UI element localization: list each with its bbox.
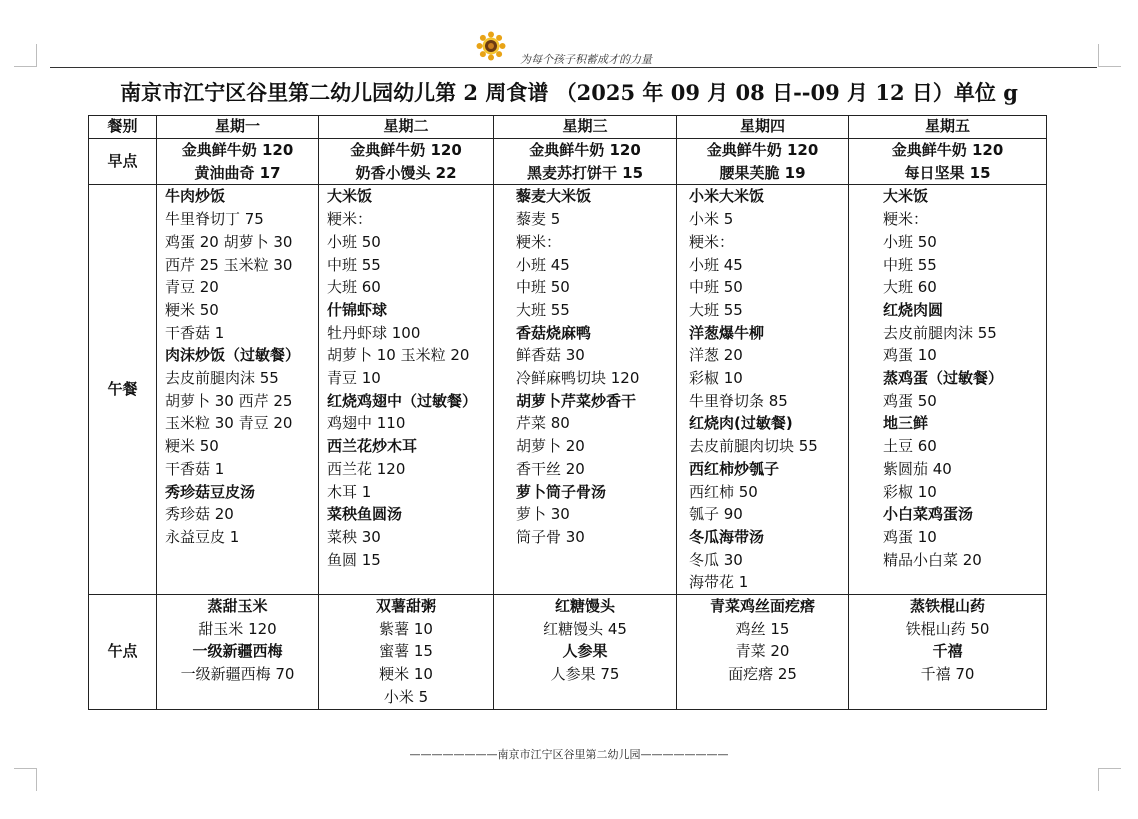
menu-cell-monday bbox=[157, 185, 319, 595]
ingredient-line: 玉米粒 30 青豆 20 bbox=[165, 414, 293, 433]
ingredient-line: 鸡蛋 10 bbox=[883, 527, 937, 546]
ingredient-line: 冷鲜麻鸭切块 120 bbox=[516, 369, 640, 388]
dish-name: 双薯甜粥 bbox=[375, 597, 436, 616]
dish-name: 藜麦大米饭 bbox=[516, 187, 592, 206]
ingredient-line: 鸡丝 15 bbox=[735, 619, 790, 638]
ingredient-line: 中班 55 bbox=[327, 255, 381, 274]
menu-cell-friday bbox=[849, 595, 1047, 710]
ingredient-line: 青豆 10 bbox=[327, 369, 381, 388]
ingredient-line: 小班 45 bbox=[689, 255, 743, 274]
dish-name: 青菜鸡丝面疙瘩 bbox=[709, 597, 815, 616]
ingredient-line: 小班 45 bbox=[516, 255, 570, 274]
ingredient-line: 大班 60 bbox=[327, 278, 381, 297]
dish-name: 一级新疆西梅 bbox=[192, 642, 283, 661]
ingredient-line: 大班 60 bbox=[883, 278, 937, 297]
dish-name: 金典鲜牛奶 120 bbox=[350, 141, 462, 159]
crop-mark-bottom-right bbox=[1098, 768, 1121, 791]
dish-name: 蒸甜玉米 bbox=[207, 597, 268, 616]
menu-cell-friday bbox=[849, 139, 1047, 185]
ingredient-line: 胡萝卜 10 玉米粒 20 bbox=[327, 346, 470, 365]
ingredient-line: 冬瓜 30 bbox=[689, 550, 743, 569]
sunflower-emblem-icon bbox=[476, 31, 506, 61]
dish-name: 红烧肉(过敏餐) bbox=[689, 414, 793, 433]
ingredient-line: 紫圆茄 40 bbox=[883, 459, 952, 478]
ingredient-line: 永益豆皮 1 bbox=[165, 527, 240, 546]
ingredient-line: 鸡蛋 10 bbox=[883, 346, 937, 365]
ingredient-line: 萝卜 30 bbox=[516, 505, 570, 524]
ingredient-line: 鸡蛋 50 bbox=[883, 391, 937, 410]
afternoon-snack-row bbox=[89, 595, 1047, 710]
ingredient-line: 小班 50 bbox=[883, 232, 937, 251]
dish-name: 胡萝卜芹菜炒香干 bbox=[516, 391, 637, 410]
dish-name: 菜秧鱼圆汤 bbox=[327, 505, 403, 524]
dish-name: 人参果 bbox=[562, 642, 608, 661]
dish-name: 金典鲜牛奶 120 bbox=[706, 141, 819, 159]
ingredient-line: 粳米： bbox=[327, 210, 373, 229]
dish-name: 大米饭 bbox=[327, 187, 373, 206]
ingredient-line: 西红柿 50 bbox=[689, 482, 758, 501]
dish-name: 西红柿炒瓠子 bbox=[689, 459, 780, 478]
header-thursday: 星期四 bbox=[677, 116, 849, 139]
ingredient-line: 牛里脊切条 85 bbox=[689, 391, 788, 410]
ingredient-line: 鸡蛋 20 胡萝卜 30 bbox=[165, 232, 293, 251]
ingredient-line: 青菜 20 bbox=[735, 642, 790, 661]
ingredient-line: 粳米 50 bbox=[165, 437, 219, 456]
menu-cell-wednesday bbox=[494, 139, 677, 185]
header-meal: 餐别 bbox=[89, 116, 157, 139]
dish-name: 每日坚果 15 bbox=[904, 163, 991, 182]
dish-name: 小白菜鸡蛋汤 bbox=[883, 505, 974, 524]
ingredient-line: 去皮前腿肉切块 55 bbox=[689, 437, 818, 456]
ingredient-line: 小班 50 bbox=[327, 232, 381, 251]
ingredient-line: 胡萝卜 30 西芹 25 bbox=[165, 391, 293, 410]
ingredient-line: 彩椒 10 bbox=[883, 482, 937, 501]
dish-name: 萝卜筒子骨汤 bbox=[516, 482, 607, 501]
dish-name: 红糖馒头 bbox=[554, 597, 615, 616]
table-header-row bbox=[89, 116, 1047, 139]
ingredient-line: 土豆 60 bbox=[883, 437, 937, 456]
menu-cell-monday bbox=[157, 139, 319, 185]
dish-name: 黄油曲奇 17 bbox=[194, 163, 281, 182]
ingredient-line: 大班 55 bbox=[689, 300, 743, 319]
menu-cell-tuesday bbox=[319, 139, 494, 185]
ingredient-line: 大班 55 bbox=[516, 300, 570, 319]
menu-cell-thursday bbox=[677, 139, 849, 185]
crop-mark-bottom-left bbox=[14, 768, 37, 791]
ingredient-line: 木耳 1 bbox=[327, 482, 372, 501]
ingredient-line: 小米 5 bbox=[689, 210, 734, 229]
menu-cell-wednesday bbox=[494, 185, 677, 595]
dish-name: 香菇烧麻鸭 bbox=[516, 323, 592, 342]
ingredient-line: 藜麦 5 bbox=[516, 210, 561, 229]
dish-name: 腰果芙脆 19 bbox=[719, 163, 806, 182]
dish-name: 红烧鸡翅中（过敏餐） bbox=[327, 391, 478, 410]
ingredient-line: 青豆 20 bbox=[165, 278, 219, 297]
breakfast-row bbox=[89, 139, 1047, 185]
ingredient-line: 粳米： bbox=[689, 232, 735, 251]
page-footer: ————————南京市江宁区谷里第二幼儿园———————— bbox=[409, 748, 729, 761]
dish-name: 蒸铁棍山药 bbox=[909, 597, 985, 616]
ingredient-line: 铁棍山药 50 bbox=[905, 619, 990, 638]
ingredient-line: 牛里脊切丁 75 bbox=[165, 210, 264, 229]
ingredient-line: 面疙瘩 25 bbox=[728, 665, 797, 684]
ingredient-line: 洋葱 20 bbox=[689, 346, 743, 365]
dish-name: 西兰花炒木耳 bbox=[327, 437, 418, 456]
ingredient-line: 干香菇 1 bbox=[165, 459, 225, 478]
dish-name: 小米大米饭 bbox=[689, 187, 765, 206]
ingredient-line: 中班 55 bbox=[883, 255, 937, 274]
ingredient-line: 蜜薯 15 bbox=[379, 642, 433, 661]
crop-mark-top-left bbox=[14, 44, 37, 67]
ingredient-line: 胡萝卜 20 bbox=[516, 437, 585, 456]
ingredient-line: 干香菇 1 bbox=[165, 323, 225, 342]
ingredient-line: 西芹 25 玉米粒 30 bbox=[165, 255, 293, 274]
ingredient-line: 粳米： bbox=[883, 210, 929, 229]
ingredient-line: 红糖馒头 45 bbox=[543, 619, 627, 638]
ingredient-line: 千禧 70 bbox=[920, 665, 975, 684]
lunch-row bbox=[89, 185, 1047, 595]
ingredient-line: 紫薯 10 bbox=[379, 619, 433, 638]
ingredient-line: 中班 50 bbox=[689, 278, 743, 297]
ingredient-line: 中班 50 bbox=[516, 278, 570, 297]
menu-cell-thursday bbox=[677, 185, 849, 595]
ingredient-line: 秀珍菇 20 bbox=[165, 505, 234, 524]
meal-label: 午餐 bbox=[89, 185, 157, 595]
menu-cell-friday bbox=[849, 185, 1047, 595]
ingredient-line: 去皮前腿肉沫 55 bbox=[165, 369, 279, 388]
dish-name: 蒸鸡蛋（过敏餐） bbox=[883, 369, 1004, 388]
dish-name: 肉沫炒饭（过敏餐） bbox=[165, 346, 301, 365]
dish-name: 洋葱爆牛柳 bbox=[689, 323, 765, 342]
dish-name: 地三鲜 bbox=[883, 414, 929, 433]
menu-cell-tuesday bbox=[319, 595, 494, 710]
header-monday: 星期一 bbox=[157, 116, 319, 139]
header-tuesday: 星期二 bbox=[319, 116, 494, 139]
ingredient-line: 瓠子 90 bbox=[689, 505, 743, 524]
dish-name: 什锦虾球 bbox=[327, 300, 388, 319]
ingredient-line: 筒子骨 30 bbox=[516, 527, 585, 546]
ingredient-line: 去皮前腿肉沫 55 bbox=[883, 323, 997, 342]
ingredient-line: 精品小白菜 20 bbox=[883, 550, 982, 569]
dish-name: 奶香小馒头 22 bbox=[355, 163, 457, 182]
ingredient-line: 粳米 50 bbox=[165, 300, 219, 319]
ingredient-line: 菜秧 30 bbox=[327, 527, 381, 546]
ingredient-line: 粳米： bbox=[516, 232, 562, 251]
dish-name: 牛肉炒饭 bbox=[165, 187, 226, 206]
dish-name: 冬瓜海带汤 bbox=[689, 527, 765, 546]
header-slogan: 为每个孩子积蓄成才的力量 bbox=[520, 53, 652, 66]
dish-name: 红烧肉圆 bbox=[883, 300, 944, 319]
ingredient-line: 鱼圆 15 bbox=[327, 550, 381, 569]
menu-cell-wednesday bbox=[494, 595, 677, 710]
ingredient-line: 牡丹虾球 100 bbox=[327, 323, 421, 342]
ingredient-line: 一级新疆西梅 70 bbox=[180, 665, 295, 684]
ingredient-line: 彩椒 10 bbox=[689, 369, 743, 388]
menu-cell-thursday bbox=[677, 595, 849, 710]
ingredient-line: 香干丝 20 bbox=[516, 459, 585, 478]
dish-name: 秀珍菇豆皮汤 bbox=[165, 482, 256, 501]
ingredient-line: 海带花 1 bbox=[689, 573, 749, 592]
header-friday: 星期五 bbox=[849, 116, 1047, 139]
page-title: 南京市江宁区谷里第二幼儿园幼儿第 2 周食谱 （2025 年 09 月 08 日--09 月 12 日）单位 g bbox=[120, 80, 1018, 105]
menu-cell-monday bbox=[157, 595, 319, 710]
weekly-menu-table bbox=[88, 115, 1047, 710]
header-wednesday: 星期三 bbox=[494, 116, 677, 139]
ingredient-line: 人参果 75 bbox=[550, 665, 620, 684]
crop-mark-top-right bbox=[1098, 44, 1121, 67]
ingredient-line: 小米 5 bbox=[383, 687, 429, 706]
dish-name: 黑麦苏打饼干 15 bbox=[526, 163, 644, 182]
ingredient-line: 粳米 10 bbox=[379, 665, 433, 684]
ingredient-line: 芹菜 80 bbox=[516, 414, 570, 433]
ingredient-line: 西兰花 120 bbox=[327, 459, 406, 478]
ingredient-line: 鲜香菇 30 bbox=[516, 346, 585, 365]
dish-name: 千禧 bbox=[932, 642, 963, 661]
header-rule bbox=[50, 67, 1097, 68]
dish-name: 金典鲜牛奶 120 bbox=[181, 141, 294, 159]
ingredient-line: 鸡翅中 110 bbox=[327, 414, 406, 433]
dish-name: 金典鲜牛奶 120 bbox=[891, 141, 1004, 159]
meal-label: 早点 bbox=[89, 139, 157, 185]
dish-name: 金典鲜牛奶 120 bbox=[529, 141, 641, 159]
meal-label: 午点 bbox=[89, 595, 157, 710]
ingredient-line: 甜玉米 120 bbox=[198, 619, 277, 638]
menu-cell-tuesday bbox=[319, 185, 494, 595]
dish-name: 大米饭 bbox=[883, 187, 929, 206]
